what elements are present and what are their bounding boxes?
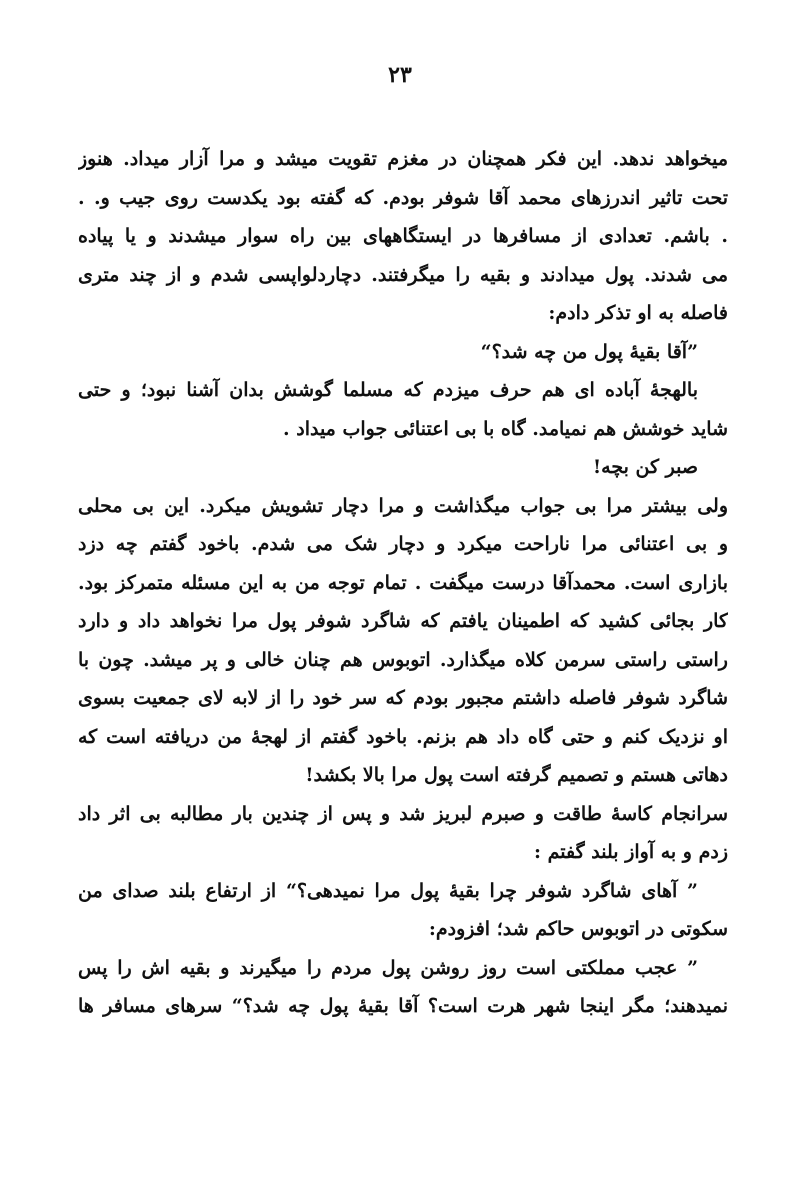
text-line: نمیدهند؛ مگر اینجا شهر هرت است؟ آقا بقیهٔ پول چه شد؟“ سرهای مسافر ها [78, 995, 728, 1017]
text-line: تحت تاثیر اندرزهای محمد آقا شوفر بودم. که گفته بود یکدست روی جیب و. . [78, 186, 728, 209]
text-line: ” عجب مملکتی است روز روشن پول مردم را میگیرند و بقیه اش را پس [78, 956, 698, 979]
text-line: شاید خوشش هم نمیامد. گاه با بی اعتنائی جواب میداد . [283, 417, 728, 440]
text-line: دهاتی هستم و تصمیم گرفته است پول مرا بالا بکشد! [305, 764, 728, 786]
text-line: سکوتی در اتوبوس حاکم شد؛ افزودم: [428, 918, 728, 940]
text-line: سرانجام کاسهٔ طاقت و صبرم لبریز شد و پس از چندین بار مطالبه بی اثر داد [78, 802, 728, 825]
text-line: ” آهای شاگرد شوفر چرا بقیهٔ پول مرا نمیدهی؟“ از ارتفاع بلند صدای من [78, 879, 698, 902]
text-line: شاگرد شوفر فاصله داشتم مجبور بودم که سر خود را از لابه لای جمعیت بسوی [78, 687, 728, 709]
text-line: کار بجائی کشید که اطمینان یافتم که شاگرد شوفر پول مرا نخواهد داد و دارد [78, 610, 728, 632]
text-line: میخواهد ندهد. این فکر همچنان در مغزم تقویت میشد و مرا آزار میداد. هنوز [78, 148, 728, 170]
text-line: و بی اعتنائی مرا ناراحت میکرد و دچار شک می شدم. باخود گفتم چه دزد [78, 533, 728, 555]
body-text [78, 140, 728, 1026]
text-line: ولی بیشتر مرا بی جواب میگذاشت و مرا دچار تشویش میکرد. این بی محلی [78, 494, 728, 517]
text-line: فاصله به او تذکر دادم: [548, 302, 728, 324]
text-line: ”آقا بقیهٔ پول من چه شد؟“ [480, 340, 698, 363]
text-line: بازاری است. محمدآقا درست میگفت . تمام توجه من به این مسئله متمرکز بود. [78, 571, 728, 594]
text-line: زدم و به آواز بلند گفتم : [534, 841, 728, 863]
text-line: صبر کن بچه! [592, 456, 698, 478]
text-line: . باشم. تعدادی از مسافرها در ایستگاههای بین راه سوار میشدند و یا پیاده [78, 225, 728, 247]
text-line: او نزدیک کنم و حتی گاه داد هم بزنم. باخود گفتم از لهجهٔ من دریافته است که [78, 725, 728, 748]
page-number: ۲۳ [388, 62, 412, 88]
text-line: راستی راستی سرمن کلاه میگذارد. اتوبوس هم چنان خالی و پر میشد. چون با [78, 648, 728, 671]
text-line: بالهجهٔ آباده ای هم حرف میزدم که مسلما گوشش بدان آشنا نبود؛ و حتی [78, 379, 698, 401]
text-line: می شدند. پول میدادند و بقیه را میگرفتند. دچاردلواپسی شدم و از چند متری [78, 263, 728, 286]
